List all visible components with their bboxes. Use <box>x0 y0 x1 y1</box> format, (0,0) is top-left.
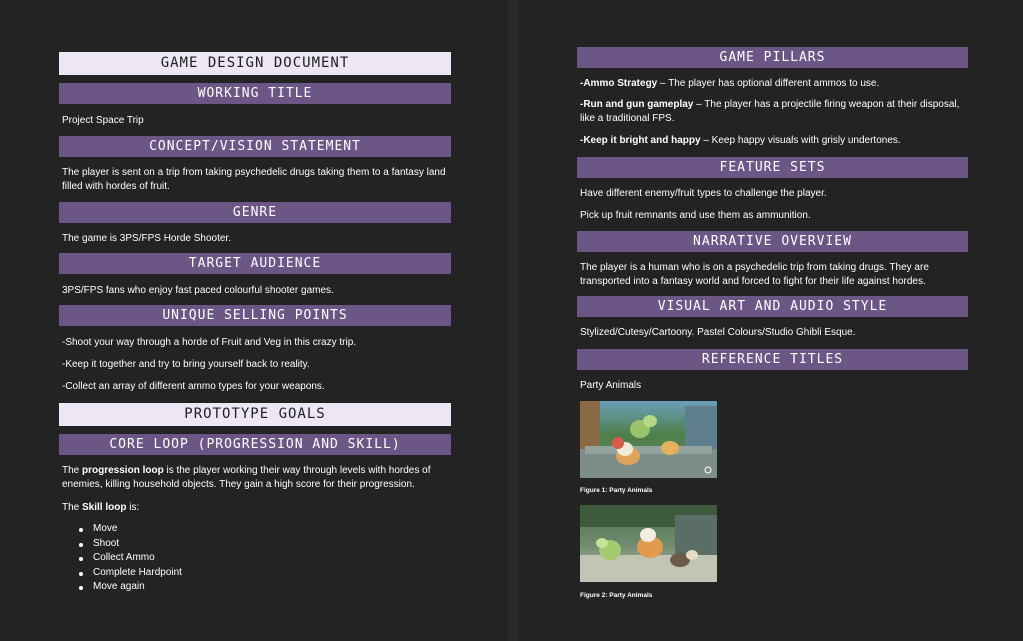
party-animals-screenshot-2 <box>580 505 717 582</box>
genre-text: The game is 3PS/FPS Horde Shooter. <box>62 233 231 244</box>
core-loop-header: CORE LOOP (PROGRESSION AND SKILL) <box>59 434 451 455</box>
figure-image <box>580 505 717 582</box>
document-page-left <box>0 0 508 641</box>
progression-bold: progression loop <box>82 465 164 476</box>
pillar-item <box>580 98 968 125</box>
prototype-goals-header: PROTOTYPE GOALS <box>59 403 451 426</box>
pillar-item <box>580 77 968 91</box>
concept-header: CONCEPT/VISION STATEMENT <box>59 136 451 157</box>
pillar-title: -Ammo Strategy <box>580 78 658 89</box>
progression-pre: The <box>62 465 83 476</box>
pillar-desc: – The player has optional different ammos to use. <box>657 78 880 89</box>
skill-post: is: <box>126 502 140 513</box>
pillar-desc: – Keep happy visuals with grisly undertones. <box>700 135 901 146</box>
progression-post: is the player working their way through levels with hordes of enemies, killing household objects. They gain a high score for their progression. <box>62 465 431 490</box>
figure-image <box>580 401 717 478</box>
narrative-overview-header: NARRATIVE OVERVIEW <box>577 231 968 252</box>
reference-titles-header: REFERENCE TITLES <box>577 349 968 370</box>
visual-style-text: Stylized/Cutesy/Cartoony. Pastel Colours/Studio Ghibli Esque. <box>580 327 856 338</box>
pillar-desc: – The player has a projectile firing weapon at their disposal, like a traditional FPS. <box>580 99 960 124</box>
pillar-title: -Run and gun gameplay <box>580 99 694 110</box>
feature-item: Pick up fruit remnants and use them as ammunition. <box>580 210 811 221</box>
feature-sets-header: FEATURE SETS <box>577 157 968 178</box>
usp-item: -Keep it together and try to bring yourself back to reality. <box>62 359 310 370</box>
document-title: GAME DESIGN DOCUMENT <box>59 52 451 75</box>
skill-loop-text <box>62 501 451 515</box>
progression-loop-text <box>62 464 451 491</box>
target-audience-header: TARGET AUDIENCE <box>59 253 451 274</box>
working-title-text: Project Space Trip <box>62 115 144 126</box>
unique-selling-points-header: UNIQUE SELLING POINTS <box>59 305 451 326</box>
skill-pre: The <box>62 502 83 513</box>
target-audience-text: 3PS/FPS fans who enjoy fast paced colourful shooter games. <box>62 285 334 296</box>
list-item: Shoot <box>77 537 182 552</box>
list-item: Collect Ammo <box>77 551 182 566</box>
feature-item: Have different enemy/fruit types to challenge the player. <box>580 188 827 199</box>
list-item: Move again <box>77 580 182 595</box>
game-pillars-header: GAME PILLARS <box>577 47 968 68</box>
list-item: Complete Hardpoint <box>77 566 182 581</box>
skill-bold: Skill loop <box>82 502 127 513</box>
figure-2-caption: Figure 2: Party Animals <box>580 592 653 599</box>
document-page-right <box>518 0 1023 641</box>
visual-art-audio-header: VISUAL ART AND AUDIO STYLE <box>577 296 968 317</box>
pillar-item <box>580 134 968 148</box>
narrative-text: The player is a human who is on a psychedelic trip from taking drugs. They are transported into a fantasy world and forced to fight for their life against hordes. <box>580 262 929 287</box>
genre-header: GENRE <box>59 202 451 223</box>
usp-item: -Collect an array of different ammo types for your weapons. <box>62 381 325 392</box>
party-animals-screenshot-1 <box>580 401 717 478</box>
usp-item: -Shoot your way through a horde of Fruit and Veg in this crazy trip. <box>62 337 357 348</box>
concept-text: The player is sent on a trip from taking psychedelic drugs taking them to a fantasy land filled with hordes of fruit. <box>62 167 446 192</box>
skill-loop-list <box>77 522 182 595</box>
list-item: Move <box>77 522 182 537</box>
reference-title-text: Party Animals <box>580 380 642 391</box>
working-title-header: WORKING TITLE <box>59 83 451 104</box>
figure-1-caption: Figure 1: Party Animals <box>580 487 653 494</box>
pillar-title: -Keep it bright and happy <box>580 135 701 146</box>
